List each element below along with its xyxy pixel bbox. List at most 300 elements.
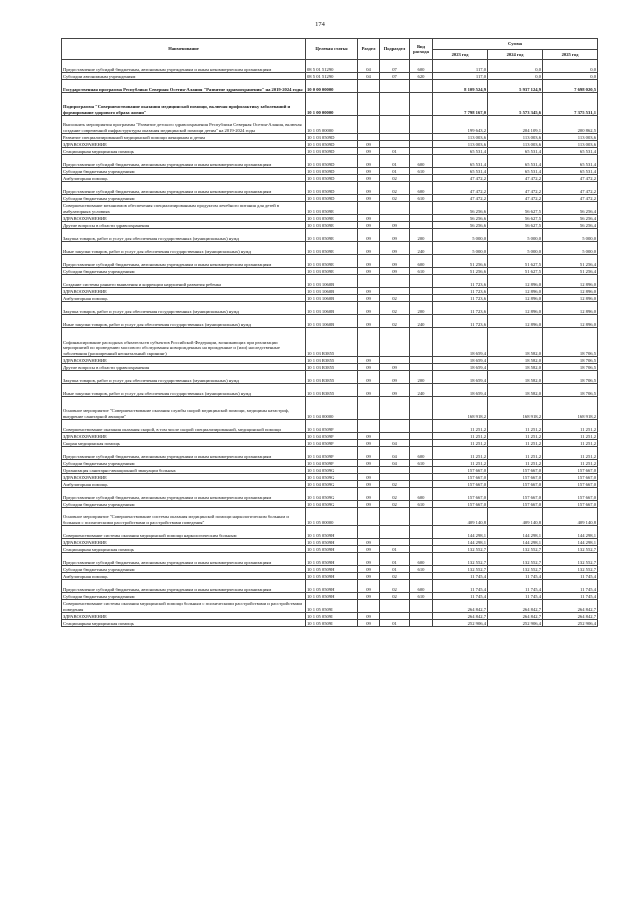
cell-article: 10 1 03 0509D	[306, 195, 358, 202]
cell-subsection	[380, 539, 410, 546]
cell-expense-type: 200	[410, 302, 433, 315]
cell-name: Амбулаторная помощь	[62, 573, 306, 580]
cell-article: 10 1 03 1060B	[306, 288, 358, 295]
cell-section	[358, 467, 380, 474]
cell-subsection: 02	[380, 315, 410, 328]
cell-2023: 11 251,2	[433, 447, 488, 460]
cell-subsection: 09	[380, 242, 410, 255]
cell-2024: 12 896,0	[488, 302, 543, 315]
cell-article: 10 1 04 0509G	[306, 467, 358, 474]
cell-section	[358, 134, 380, 141]
cell-2023: 11 251,2	[433, 460, 488, 467]
cell-2025: 11 745,4	[543, 593, 598, 600]
cell-expense-type	[410, 420, 433, 433]
cell-name: ЗДРАВООХРАНЕНИЕ	[62, 288, 306, 295]
cell-name: Скорая медицинская помощь	[62, 440, 306, 447]
cell-2024: 157 667,0	[488, 481, 543, 488]
cell-expense-type: 240	[410, 384, 433, 397]
cell-article: 10 1 05 0509H	[306, 546, 358, 553]
table-row	[62, 573, 598, 580]
cell-2024: 252 906,4	[488, 620, 543, 627]
table-row	[62, 268, 598, 275]
cell-article: 08 5 01 51290	[306, 60, 358, 73]
cell-section: 09	[358, 474, 380, 481]
cell-expense-type: 600	[410, 580, 433, 593]
cell-section	[358, 600, 380, 613]
cell-2025: 12 896,0	[543, 295, 598, 302]
cell-article: 10 1 04 0509F	[306, 447, 358, 460]
table-row	[62, 195, 598, 202]
cell-2023: 144 298,1	[433, 539, 488, 546]
cell-name: Другие вопросы в области здравоохранения	[62, 222, 306, 229]
cell-expense-type	[410, 546, 433, 553]
cell-2025: 144 298,1	[543, 526, 598, 539]
cell-article: 10 1 03 0509D	[306, 155, 358, 168]
cell-name: Софинансирование расходных обязательств субъектов Российской Федерации, возникающих при реализации мероприятий по проведению массового обследования новорожденных на врожденные и (или) наследственные заболевания (расширенный неонатальный скрининг)	[62, 328, 306, 357]
cell-name: Подпрограмма "Совершенствование оказания медицинской помощи, включая профилактику заболеваний и формирование здорового образа жизни"	[62, 93, 306, 116]
cell-section: 09	[358, 195, 380, 202]
table-row	[62, 134, 598, 141]
cell-2023: 65 531,4	[433, 168, 488, 175]
cell-2024: 18 582,0	[488, 371, 543, 384]
cell-2023: 5 000,0	[433, 229, 488, 242]
cell-name: Предоставление субсидий бюджетным, автономным учреждениям и иным некоммерческим организациям	[62, 488, 306, 501]
table-row	[62, 508, 598, 526]
cell-expense-type	[410, 288, 433, 295]
cell-expense-type	[410, 481, 433, 488]
cell-article: 10 1 04 0509G	[306, 501, 358, 508]
cell-section: 04	[358, 73, 380, 80]
cell-name: Создание системы раннего выявления и коррекции нарушений развития ребенка	[62, 275, 306, 288]
cell-subsection	[380, 80, 410, 93]
cell-2024: 11 251,2	[488, 440, 543, 447]
cell-name: Закупка товаров, работ и услуг для обеспечения государственных (муниципальных) нужд	[62, 371, 306, 384]
cell-article: 10 1 03 0509E	[306, 202, 358, 215]
cell-2023: 11 723,6	[433, 302, 488, 315]
cell-section	[358, 202, 380, 215]
cell-2025: 56 256,4	[543, 222, 598, 229]
cell-2023: 157 667,0	[433, 501, 488, 508]
cell-2023: 11 723,6	[433, 275, 488, 288]
cell-2025: 11 251,2	[543, 460, 598, 467]
cell-2025: 157 667,0	[543, 467, 598, 474]
cell-2025: 47 472,2	[543, 182, 598, 195]
table-row	[62, 288, 598, 295]
table-row	[62, 620, 598, 627]
cell-2024: 144 298,1	[488, 539, 543, 546]
cell-article: 10 1 03 1060B	[306, 302, 358, 315]
cell-section: 09	[358, 613, 380, 620]
table-row	[62, 141, 598, 148]
table-row	[62, 539, 598, 546]
cell-2023: 47 472,2	[433, 182, 488, 195]
cell-2024: 264 842,7	[488, 600, 543, 613]
cell-2025: 51 256,4	[543, 255, 598, 268]
cell-expense-type: 200	[410, 229, 433, 242]
table-row	[62, 80, 598, 93]
cell-section: 09	[358, 242, 380, 255]
cell-2023: 8 109 524,9	[433, 80, 488, 93]
cell-2023: 11 723,6	[433, 315, 488, 328]
cell-2024: 157 667,0	[488, 501, 543, 508]
table-row	[62, 242, 598, 255]
cell-subsection: 02	[380, 593, 410, 600]
cell-expense-type	[410, 93, 433, 116]
cell-2025: 56 256,4	[543, 215, 598, 222]
cell-expense-type	[410, 440, 433, 447]
cell-2024: 18 582,0	[488, 384, 543, 397]
header-article: Целевая статья	[306, 39, 358, 60]
cell-article: 10 1 03 0509E	[306, 255, 358, 268]
cell-2025: 12 896,0	[543, 302, 598, 315]
cell-2025: 18 706,5	[543, 328, 598, 357]
cell-subsection: 01	[380, 553, 410, 566]
cell-2024: 11 251,2	[488, 460, 543, 467]
cell-subsection: 04	[380, 440, 410, 447]
cell-name: Предоставление субсидий бюджетным, автономным учреждениям и иным некоммерческим организациям	[62, 447, 306, 460]
cell-subsection	[380, 93, 410, 116]
cell-section: 09	[358, 155, 380, 168]
cell-expense-type: 600	[410, 553, 433, 566]
table-row	[62, 73, 598, 80]
cell-expense-type	[410, 539, 433, 546]
cell-2024: 5 573 345,6	[488, 93, 543, 116]
cell-2023: 157 667,0	[433, 488, 488, 501]
cell-section	[358, 526, 380, 539]
cell-article: 10 1 03 0509E	[306, 268, 358, 275]
cell-article: 10 1 04 0509F	[306, 460, 358, 467]
cell-2024: 0,0	[488, 73, 543, 80]
cell-2025: 157 667,0	[543, 501, 598, 508]
cell-2025: 11 745,4	[543, 580, 598, 593]
cell-2023: 264 842,7	[433, 613, 488, 620]
cell-name: Закупка товаров, работ и услуг для обеспечения государственных (муниципальных) нужд	[62, 302, 306, 315]
cell-article: 10 1 05 0509H	[306, 573, 358, 580]
cell-subsection: 02	[380, 573, 410, 580]
cell-2023: 144 298,1	[433, 526, 488, 539]
cell-2024: 65 531,4	[488, 168, 543, 175]
cell-2023: 56 256,6	[433, 215, 488, 222]
cell-subsection	[380, 357, 410, 364]
cell-name: Амбулаторная помощь	[62, 175, 306, 182]
cell-2023: 18 659,4	[433, 371, 488, 384]
cell-subsection: 02	[380, 481, 410, 488]
cell-subsection: 02	[380, 488, 410, 501]
cell-2023: 5 000,0	[433, 242, 488, 255]
cell-name: Основное мероприятие "Совершенствование системы оказания медицинской помощи наркологическим больным и больным с психическими расстройствами и расстройствами поведения"	[62, 508, 306, 526]
cell-2024: 11 251,2	[488, 447, 543, 460]
cell-name: Предоставление субсидий бюджетным, автономным учреждениям и иным некоммерческим организациям	[62, 580, 306, 593]
cell-2023: 113 003,6	[433, 134, 488, 141]
cell-section: 09	[358, 182, 380, 195]
cell-2025: 56 256,4	[543, 202, 598, 215]
header-year-2024: 2024 год	[488, 50, 543, 60]
cell-article: 10 1 04 0509G	[306, 474, 358, 481]
table-row	[62, 357, 598, 364]
cell-name: Предоставление субсидий бюджетным, автономным учреждениям и иным некоммерческим организациям	[62, 553, 306, 566]
cell-subsection: 01	[380, 620, 410, 627]
cell-section	[358, 508, 380, 526]
cell-article: 10 1 03 0509E	[306, 229, 358, 242]
cell-subsection	[380, 202, 410, 215]
cell-article: 08 5 01 51290	[306, 73, 358, 80]
header-sum: Сумма	[433, 39, 598, 50]
cell-2023: 18 659,4	[433, 357, 488, 364]
cell-expense-type	[410, 202, 433, 215]
cell-2024: 65 531,4	[488, 155, 543, 168]
table-row	[62, 447, 598, 460]
cell-2025: 11 745,4	[543, 573, 598, 580]
cell-subsection: 01	[380, 566, 410, 573]
cell-name: Предоставление субсидий бюджетным, автономным учреждениям и иным некоммерческим организациям	[62, 60, 306, 73]
table-row	[62, 168, 598, 175]
cell-2025: 157 667,0	[543, 474, 598, 481]
cell-subsection: 09	[380, 364, 410, 371]
table-row	[62, 364, 598, 371]
cell-2023: 252 906,4	[433, 620, 488, 627]
cell-2023: 51 256,6	[433, 268, 488, 275]
cell-subsection	[380, 526, 410, 539]
cell-expense-type: 240	[410, 242, 433, 255]
cell-subsection: 01	[380, 155, 410, 168]
cell-2023: 117,0	[433, 60, 488, 73]
cell-name: ЗДРАВООХРАНЕНИЕ	[62, 539, 306, 546]
cell-section: 09	[358, 553, 380, 566]
cell-name: Субсидии бюджетным учреждениям	[62, 566, 306, 573]
table-row	[62, 275, 598, 288]
cell-section: 09	[358, 447, 380, 460]
table-row	[62, 553, 598, 566]
cell-2023: 7 798 167,0	[433, 93, 488, 116]
cell-expense-type: 600	[410, 447, 433, 460]
cell-2024: 12 896,0	[488, 288, 543, 295]
cell-section: 09	[358, 566, 380, 573]
cell-section: 09	[358, 215, 380, 222]
cell-2025: 18 706,5	[543, 357, 598, 364]
cell-expense-type	[410, 222, 433, 229]
cell-2024: 157 667,0	[488, 474, 543, 481]
cell-name: Иные закупки товаров, работ и услуг для обеспечения государственных (муниципальных) нужд	[62, 384, 306, 397]
cell-expense-type	[410, 474, 433, 481]
cell-2025: 168 918,2	[543, 397, 598, 420]
cell-article: 10 1 04 0509F	[306, 433, 358, 440]
cell-section: 09	[358, 295, 380, 302]
cell-2023: 409 140,8	[433, 508, 488, 526]
cell-name: ЗДРАВООХРАНЕНИЕ	[62, 215, 306, 222]
cell-2023: 11 745,4	[433, 593, 488, 600]
cell-expense-type: 240	[410, 315, 433, 328]
cell-subsection	[380, 613, 410, 620]
cell-subsection: 02	[380, 175, 410, 182]
cell-expense-type: 610	[410, 593, 433, 600]
cell-article: 10 1 05 0509I	[306, 600, 358, 613]
cell-expense-type: 600	[410, 155, 433, 168]
table-row	[62, 295, 598, 302]
cell-section: 09	[358, 141, 380, 148]
cell-expense-type	[410, 328, 433, 357]
table-row	[62, 526, 598, 539]
cell-2023: 56 256,6	[433, 202, 488, 215]
cell-2023: 11 745,4	[433, 580, 488, 593]
cell-section	[358, 80, 380, 93]
cell-expense-type	[410, 613, 433, 620]
cell-2024: 264 842,7	[488, 613, 543, 620]
cell-2025: 11 251,2	[543, 433, 598, 440]
cell-2024: 11 745,4	[488, 593, 543, 600]
cell-article: 10 1 05 0509H	[306, 539, 358, 546]
cell-expense-type	[410, 80, 433, 93]
cell-article: 10 1 03 R3855	[306, 364, 358, 371]
cell-article: 10 1 05 0509H	[306, 593, 358, 600]
table-row	[62, 222, 598, 229]
cell-2023: 11 251,2	[433, 433, 488, 440]
cell-article: 10 1 05 00000	[306, 116, 358, 134]
table-body	[62, 60, 598, 627]
table-row	[62, 460, 598, 467]
cell-section: 09	[358, 168, 380, 175]
cell-2023: 157 667,0	[433, 474, 488, 481]
cell-2025: 157 667,0	[543, 488, 598, 501]
cell-2024: 47 472,2	[488, 195, 543, 202]
cell-2025: 12 896,0	[543, 288, 598, 295]
cell-2023: 18 659,4	[433, 328, 488, 357]
cell-name: Субсидии бюджетным учреждениям	[62, 268, 306, 275]
cell-section	[358, 93, 380, 116]
cell-2025: 252 906,4	[543, 620, 598, 627]
table-row	[62, 328, 598, 357]
table-row	[62, 433, 598, 440]
cell-2023: 132 552,7	[433, 566, 488, 573]
table-row	[62, 215, 598, 222]
cell-2023: 47 472,2	[433, 175, 488, 182]
table-row	[62, 593, 598, 600]
cell-2023: 264 842,7	[433, 600, 488, 613]
cell-article: 10 1 05 0509H	[306, 553, 358, 566]
cell-2025: 5 000,0	[543, 229, 598, 242]
table-row	[62, 420, 598, 433]
cell-2024: 51 627,5	[488, 255, 543, 268]
cell-article: 10 1 04 0509F	[306, 440, 358, 447]
cell-name: Субсидии бюджетным учреждениям	[62, 195, 306, 202]
cell-2023: 18 659,4	[433, 364, 488, 371]
cell-expense-type	[410, 357, 433, 364]
table-row	[62, 315, 598, 328]
cell-expense-type	[410, 600, 433, 613]
cell-subsection	[380, 508, 410, 526]
cell-2025: 51 256,4	[543, 268, 598, 275]
cell-expense-type: 600	[410, 255, 433, 268]
cell-2025: 132 552,7	[543, 546, 598, 553]
cell-2025: 0,0	[543, 73, 598, 80]
header-subsection: Подраздел	[380, 39, 410, 60]
cell-expense-type	[410, 433, 433, 440]
cell-2025: 65 531,4	[543, 155, 598, 168]
cell-2025: 47 472,2	[543, 195, 598, 202]
cell-2024: 56 627,5	[488, 222, 543, 229]
cell-section: 09	[358, 384, 380, 397]
cell-2024: 132 552,7	[488, 546, 543, 553]
cell-expense-type: 620	[410, 73, 433, 80]
cell-name: Амбулаторная помощь	[62, 295, 306, 302]
cell-2025: 18 706,5	[543, 371, 598, 384]
cell-2025: 7 698 020,5	[543, 80, 598, 93]
table-row	[62, 229, 598, 242]
cell-2025: 65 531,4	[543, 168, 598, 175]
cell-subsection	[380, 275, 410, 288]
page-number: 174	[315, 21, 325, 28]
cell-2024: 56 627,5	[488, 215, 543, 222]
cell-2024: 18 582,0	[488, 364, 543, 371]
cell-name: Закупка товаров, работ и услуг для обеспечения государственных (муниципальных) нужд	[62, 229, 306, 242]
cell-name: Развитие специализированной медицинской помощи женщинам и детям	[62, 134, 306, 141]
cell-article: 10 1 03 0509E	[306, 215, 358, 222]
cell-name: Стационарная медицинская помощь	[62, 620, 306, 627]
cell-subsection: 09	[380, 222, 410, 229]
cell-expense-type	[410, 573, 433, 580]
cell-expense-type	[410, 397, 433, 420]
cell-2023: 157 667,0	[433, 481, 488, 488]
cell-name: ЗДРАВООХРАНЕНИЕ	[62, 613, 306, 620]
cell-2024: 409 140,8	[488, 508, 543, 526]
cell-expense-type	[410, 141, 433, 148]
cell-name: Основное мероприятие "Совершенствование оказания службы скорой медицинской помощи, медицины катастроф, внедрение санитарной авиации"	[62, 397, 306, 420]
cell-name: Государственная программа Республики Северная Осетия-Алания "Развитие здравоохранения" на 2019-2024 годы	[62, 80, 306, 93]
cell-section: 09	[358, 148, 380, 155]
cell-name: Стационарная медицинская помощь	[62, 148, 306, 155]
table-row	[62, 600, 598, 613]
cell-subsection: 09	[380, 371, 410, 384]
cell-article: 10 1 05 0509H	[306, 580, 358, 593]
table-row	[62, 148, 598, 155]
cell-2025: 11 251,2	[543, 440, 598, 447]
cell-article: 10 1 03 R3855	[306, 371, 358, 384]
cell-section	[358, 116, 380, 134]
cell-2024: 18 582,0	[488, 357, 543, 364]
cell-2023: 157 667,0	[433, 467, 488, 474]
cell-section: 09	[358, 488, 380, 501]
cell-section	[358, 420, 380, 433]
cell-2024: 47 472,2	[488, 175, 543, 182]
cell-name: Предоставление субсидий бюджетным, автономным учреждениям и иным некоммерческим организациям	[62, 155, 306, 168]
cell-name: ЗДРАВООХРАНЕНИЕ	[62, 141, 306, 148]
cell-2024: 157 667,0	[488, 467, 543, 474]
cell-expense-type	[410, 364, 433, 371]
cell-2024: 132 552,7	[488, 553, 543, 566]
cell-subsection: 01	[380, 546, 410, 553]
cell-expense-type	[410, 215, 433, 222]
cell-2025: 0,0	[543, 60, 598, 73]
cell-2024: 51 627,5	[488, 268, 543, 275]
cell-subsection	[380, 600, 410, 613]
cell-subsection: 02	[380, 182, 410, 195]
cell-section: 09	[358, 433, 380, 440]
cell-name: Иные закупки товаров, работ и услуг для обеспечения государственных (муниципальных) нужд	[62, 242, 306, 255]
cell-2024: 65 531,4	[488, 148, 543, 155]
cell-expense-type	[410, 175, 433, 182]
table-row	[62, 182, 598, 195]
cell-article: 10 1 05 00000	[306, 508, 358, 526]
cell-subsection	[380, 433, 410, 440]
cell-name: Стационарная медицинская помощь	[62, 546, 306, 553]
table-row	[62, 467, 598, 474]
cell-2025: 65 531,4	[543, 148, 598, 155]
cell-section: 04	[358, 60, 380, 73]
cell-section: 09	[358, 302, 380, 315]
header-year-2023: 2023 год	[433, 50, 488, 60]
cell-subsection: 02	[380, 580, 410, 593]
cell-section: 09	[358, 229, 380, 242]
cell-article: 10 1 04 0509G	[306, 481, 358, 488]
